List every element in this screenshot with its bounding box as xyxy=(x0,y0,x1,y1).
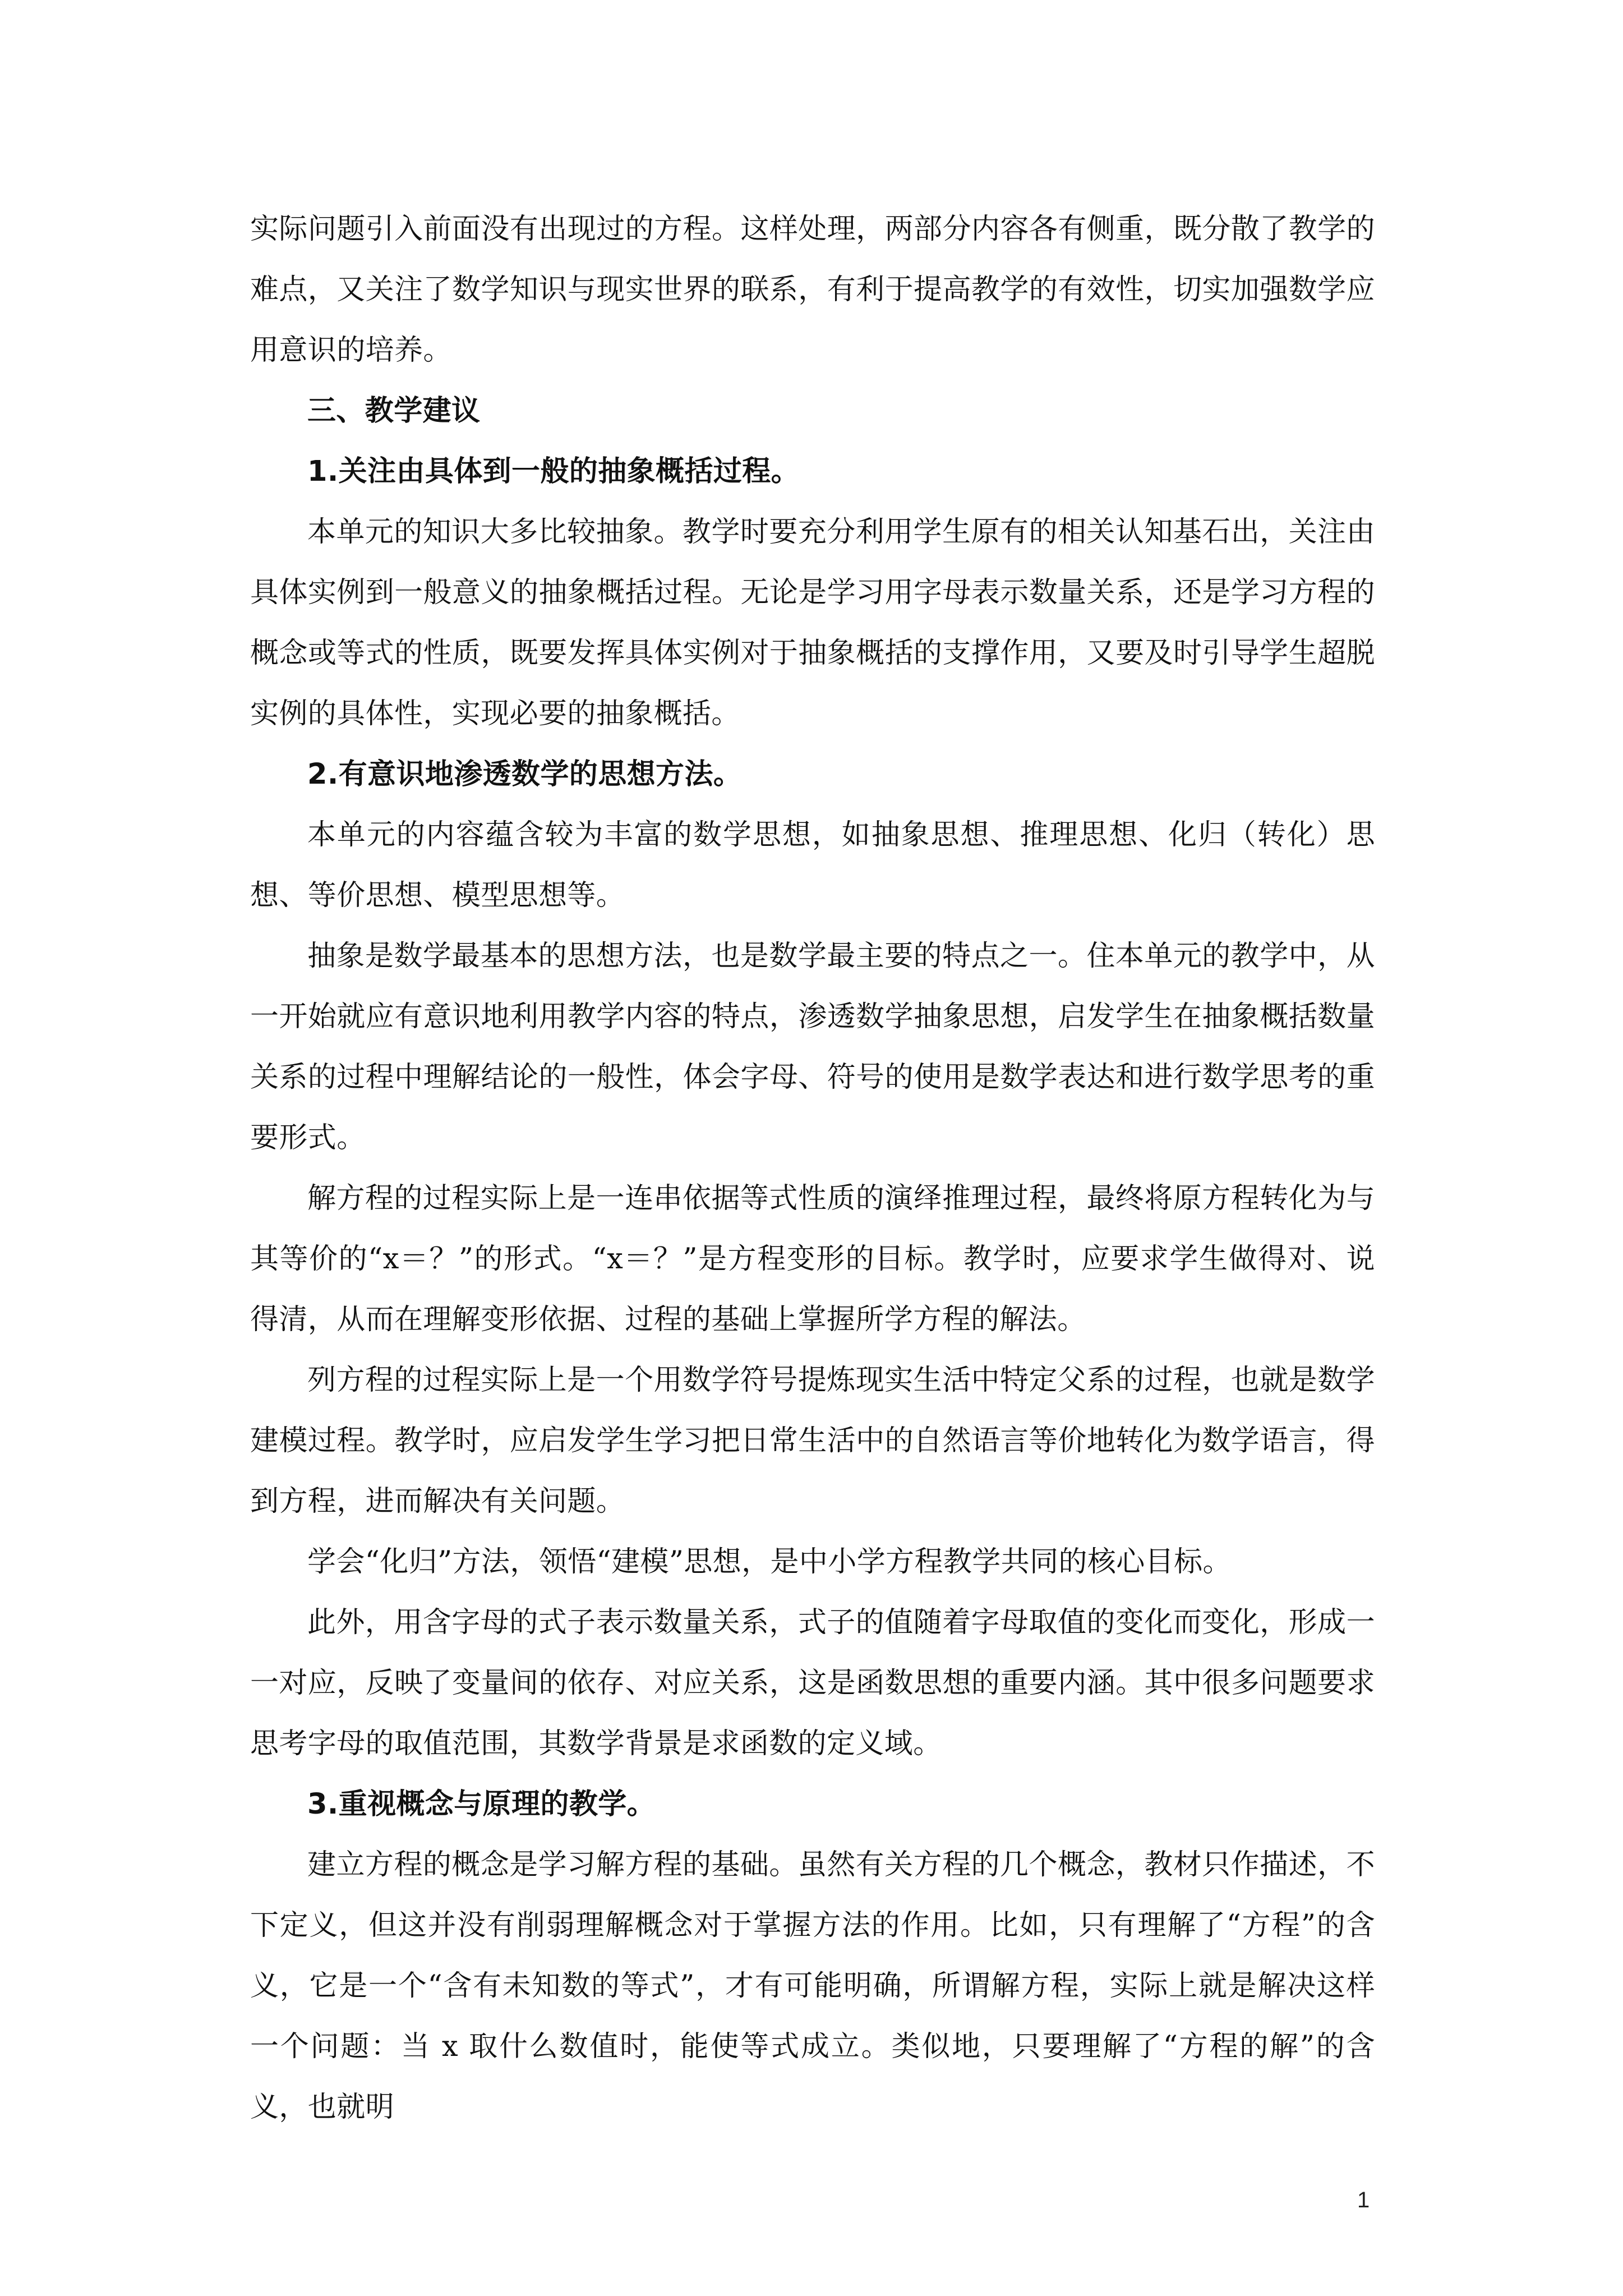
paragraph-core-goal: 学会“化归”方法，领悟“建模”思想，是中小学方程教学共同的核心目标。 xyxy=(307,1545,1232,1579)
paragraph-function-thinking: 此外，用含字母的式子表示数量关系，式子的值随着字母取值的变化而变化，形成一一对应，反映了变量间的依存、对应关系，这是函数思想的重要内涵。其中很多问题要求思考字母的取值范围，其数学背景是求函数的定义域。 xyxy=(250,1606,1375,1760)
paragraph-abstraction: 本单元的知识大多比较抽象。教学时要充分利用学生原有的相关认知基石出，关注由具体实例到一般意义的抽象概括过程。无论是学习用字母表示数量关系，还是学习方程的概念或等式的性质，既要发挥具体实例对于抽象概括的支撑作用，又要及时引导学生超脱实例的具体性，实现必要的抽象概括。 xyxy=(250,516,1375,730)
subheading-2: 2.有意识地渗透数学的思想方法。 xyxy=(307,758,743,791)
paragraph-modeling: 列方程的过程实际上是一个用数学符号提炼现实生活中特定父系的过程，也就是数学建模过程。教学时，应启发学生学习把日常生活中的自然语言等价地转化为数学语言，得到方程，进而解决有关问题。 xyxy=(250,1364,1375,1518)
paragraph-solving-equations: 解方程的过程实际上是一连串依据等式性质的演绎推理过程，最终将原方程转化为与其等价的“x＝？”的形式。“x＝？”是方程变形的目标。教学时，应要求学生做得对、说得清，从而在理解变形依据、过程的基础上掌握所学方程的解法。 xyxy=(250,1182,1375,1336)
page-number: 1 xyxy=(1357,2188,1370,2212)
section-heading-teaching-suggestions: 三、教学建议 xyxy=(307,394,481,427)
subheading-3: 3.重视概念与原理的教学。 xyxy=(307,1788,656,1821)
paragraph-concepts: 建立方程的概念是学习解方程的基础。虽然有关方程的几个概念，教材只作描述，不下定义，但这并没有削弱理解概念对于掌握方法的作用。比如，只有理解了“方程”的含义，它是一个“含有未知数的等式”，才有可能明确，所谓解方程，实际上就是解决这样一个问题：当 x 取什么数值时，能使等式成立。类似地，只要理解了“方程的解”的含义，也就明 xyxy=(250,1848,1375,2124)
subheading-1: 1.关注由具体到一般的抽象概括过程。 xyxy=(307,455,800,488)
paragraph-abstract-thinking: 抽象是数学最基本的思想方法，也是数学最主要的特点之一。住本单元的教学中，从一开始就应有意识地利用教学内容的特点，渗透数学抽象思想，启发学生在抽象概括数量关系的过程中理解结论的一般性，体会字母、符号的使用是数学表达和进行数学思考的重要形式。 xyxy=(250,940,1375,1154)
document-body xyxy=(250,199,1375,2138)
paragraph-thinking-methods: 本单元的内容蕴含较为丰富的数学思想，如抽象思想、推理思想、化归（转化）思想、等价思想、模型思想等。 xyxy=(250,818,1375,912)
paragraph-intro-continued: 实际问题引入前面没有出现过的方程。这样处理，两部分内容各有侧重，既分散了教学的难点，又关注了数学知识与现实世界的联系，有利于提高教学的有效性，切实加强数学应用意识的培养。 xyxy=(250,213,1375,367)
